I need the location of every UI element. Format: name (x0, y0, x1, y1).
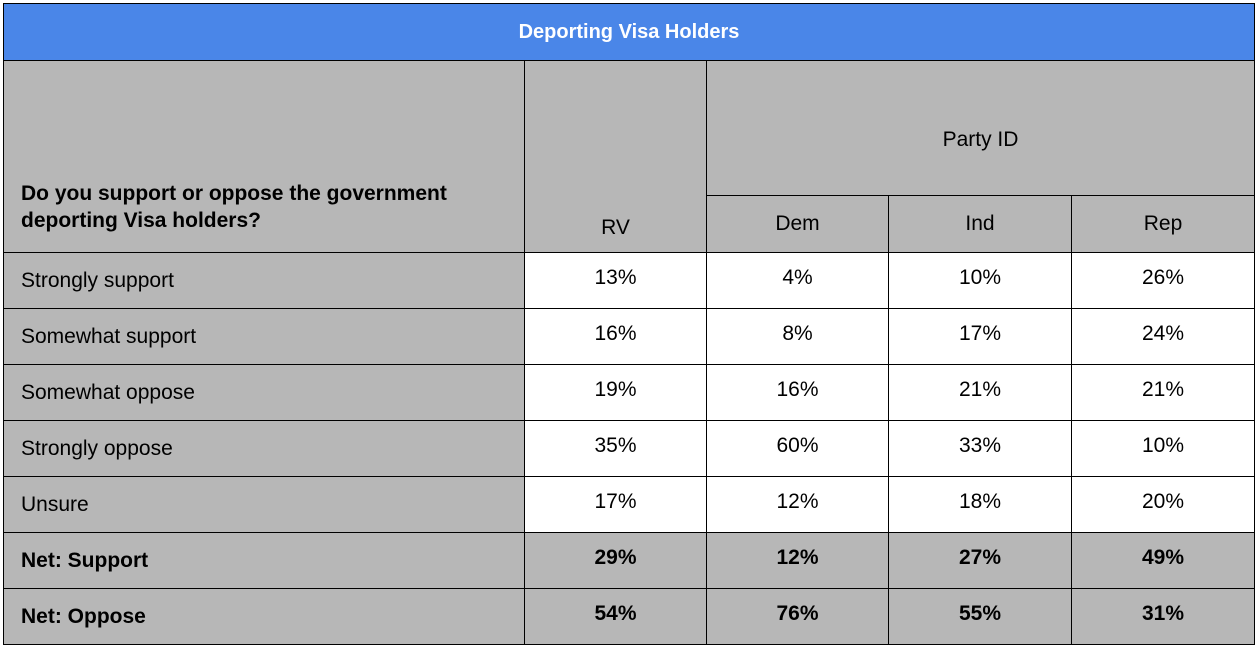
row-label: Unsure (4, 477, 525, 533)
row-label: Strongly support (4, 253, 525, 309)
header-row-top (4, 61, 1255, 196)
cell-rv: 13% (525, 253, 707, 309)
cell-rv: 54% (525, 589, 707, 645)
cell-rep: 49% (1072, 533, 1255, 589)
cell-dem: 8% (707, 309, 889, 365)
net-row (4, 589, 1255, 645)
column-header-ind: Ind (889, 196, 1072, 253)
cell-rep: 10% (1072, 421, 1255, 477)
cell-rep: 20% (1072, 477, 1255, 533)
row-label: Somewhat support (4, 309, 525, 365)
cell-dem: 12% (707, 477, 889, 533)
cell-ind: 21% (889, 365, 1072, 421)
cell-dem: 16% (707, 365, 889, 421)
cell-rv: 19% (525, 365, 707, 421)
cell-rv: 17% (525, 477, 707, 533)
results-table (3, 3, 1255, 645)
cell-ind: 17% (889, 309, 1072, 365)
cell-rep: 26% (1072, 253, 1255, 309)
table-body (4, 4, 1255, 645)
cell-dem: 12% (707, 533, 889, 589)
question-header: Do you support or oppose the government deporting Visa holders? (4, 61, 525, 253)
table-title: Deporting Visa Holders (4, 4, 1255, 61)
row-label: Net: Oppose (4, 589, 525, 645)
table-row (4, 421, 1255, 477)
table-row (4, 477, 1255, 533)
cell-dem: 60% (707, 421, 889, 477)
party-id-header: Party ID (707, 61, 1255, 196)
column-header-rep: Rep (1072, 196, 1255, 253)
cell-rep: 31% (1072, 589, 1255, 645)
cell-rep: 24% (1072, 309, 1255, 365)
cell-ind: 27% (889, 533, 1072, 589)
column-header-dem: Dem (707, 196, 889, 253)
cell-ind: 55% (889, 589, 1072, 645)
cell-dem: 4% (707, 253, 889, 309)
row-label: Net: Support (4, 533, 525, 589)
cell-ind: 18% (889, 477, 1072, 533)
title-row (4, 4, 1255, 61)
table-row (4, 309, 1255, 365)
cell-rv: 16% (525, 309, 707, 365)
cell-rv: 29% (525, 533, 707, 589)
net-row (4, 533, 1255, 589)
cell-ind: 33% (889, 421, 1072, 477)
table-row (4, 253, 1255, 309)
cell-rep: 21% (1072, 365, 1255, 421)
column-header-rv: RV (525, 61, 707, 253)
table-row (4, 365, 1255, 421)
cell-rv: 35% (525, 421, 707, 477)
cell-dem: 76% (707, 589, 889, 645)
cell-ind: 10% (889, 253, 1072, 309)
row-label: Somewhat oppose (4, 365, 525, 421)
row-label: Strongly oppose (4, 421, 525, 477)
